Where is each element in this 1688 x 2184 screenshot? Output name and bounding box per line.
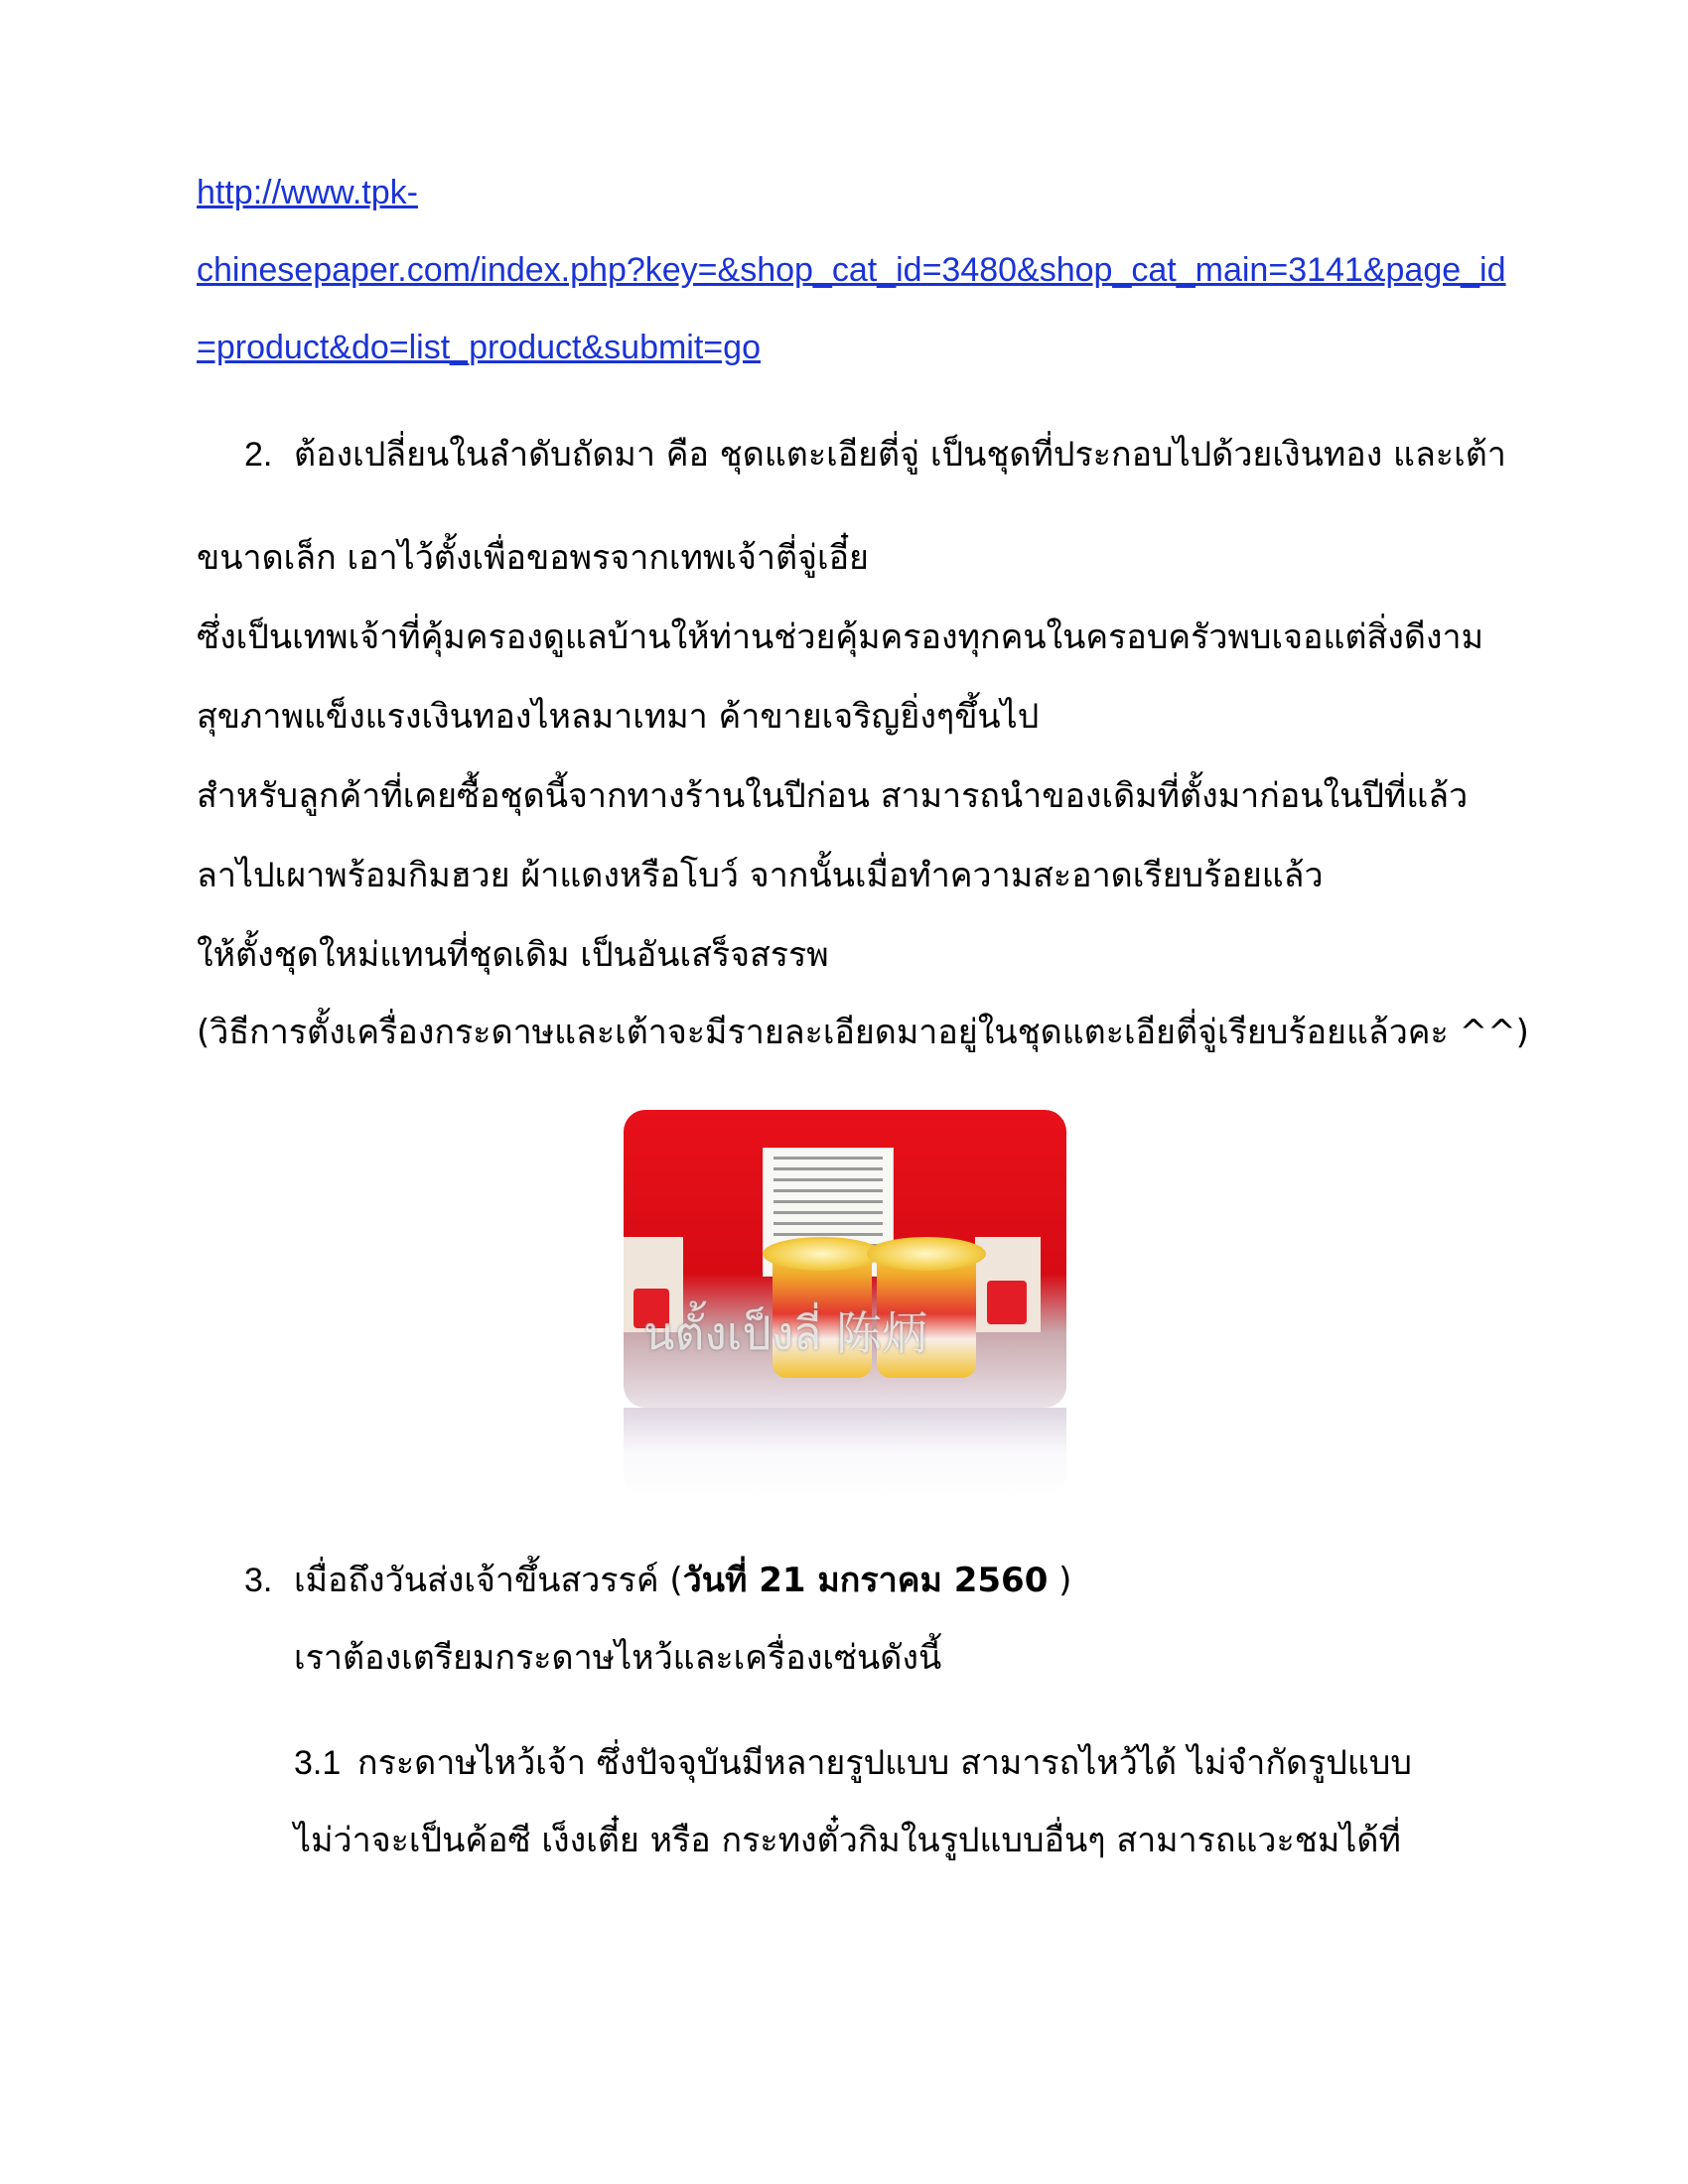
item-3-suffix: ) [1048,1561,1072,1600]
item-2-number: 2. [244,436,273,474]
right-red-label [987,1281,1027,1324]
item-3-date: วันที่ 21 มกราคม 2560 [682,1561,1049,1600]
item-2-line-6: ลาไปเผาพร้อมกิมฮวย ผ้าแดงหรือโบว์ จากนั้นเมื่อทำความสะอาดเรียบร้อยแล้ว [197,856,1324,895]
item-2-line-5: สำหรับลูกค้าที่เคยซื้อชุดนี้จากทางร้านในปีก่อน สามารถนำของเดิมที่ตั้งมาก่อนในปีที่แล้ว [197,776,1469,816]
item-3-prefix: เมื่อถึงวันส่งเจ้าขึ้นสวรรค์ ( [294,1561,683,1600]
product-link-line-1[interactable]: http://www.tpk- [197,174,418,211]
item-3-1-line-1: กระดาษไหว้เจ้า ซึ่งปัจจุบันมีหลายรูปแบบ สามารถไหว้ได้ ไม่จำกัดรูปแบบ [357,1743,1412,1783]
item-3-number: 3. [244,1562,273,1599]
item-2-line-7: ให้ตั้งชุดใหม่แทนที่ชุดเดิม เป็นอันเสร็จสรรพ [197,935,829,975]
product-photo [624,1110,1066,1497]
item-2-line-8: (วิธีการตั้งเครื่องกระดาษและเต้าจะมีรายละเอียดมาอยู่ในชุดแตะเอียตี่จู่เรียบร้อยแล้วคะ ^^) [197,1013,1529,1052]
item-3-1-line-2: ไม่ว่าจะเป็นค้อซี เง็งเตี๋ย หรือ กระทงตั๋วกิมในรูปแบบอื่นๆ สามารถแวะชมได้ที่ [294,1821,1401,1860]
item-2-line-3: ซึ่งเป็นเทพเจ้าที่คุ้มครองดูแลบ้านให้ท่านช่วยคุ้มครองทุกคนในครอบครัวพบเจอแต่สิ่งดีงาม [197,617,1484,657]
photo-watermark: นตั้งเป็งลี่ 陈炳 [643,1306,927,1360]
item-2-line-2: ขนาดเล็ก เอาไว้ตั้งเพื่อขอพรจากเทพเจ้าตี่จู่เอี๋ย [197,538,869,578]
product-link-line-2[interactable]: chinesepaper.com/index.php?key=&shop_cat_id=3480&shop_cat_main=3141&page_id [197,251,1506,289]
item-2-line-4: สุขภาพแข็งแรงเงินทองไหลมาเทมา ค้าขายเจริญยิ่งๆขึ้นไป [197,697,1040,737]
drum-top-right [867,1237,986,1271]
item-3-line-1 [294,1559,1071,1602]
drum-top-left [763,1237,882,1271]
photo-frame [624,1110,1066,1408]
item-3-line-2: เราต้องเตรียมกระดาษไหว้และเครื่องเซ่นดังนี้ [294,1638,942,1678]
photo-reflection [624,1408,1066,1497]
item-3-1-number: 3.1 [294,1744,342,1782]
product-link-line-3[interactable]: =product&do=list_product&submit=go [197,329,761,366]
item-2-line-1: ต้องเปลี่ยนในลำดับถัดมา คือ ชุดแตะเอียตี่จู่ เป็นชุดที่ประกอบไปด้วยเงินทอง และเต้า [294,435,1506,475]
